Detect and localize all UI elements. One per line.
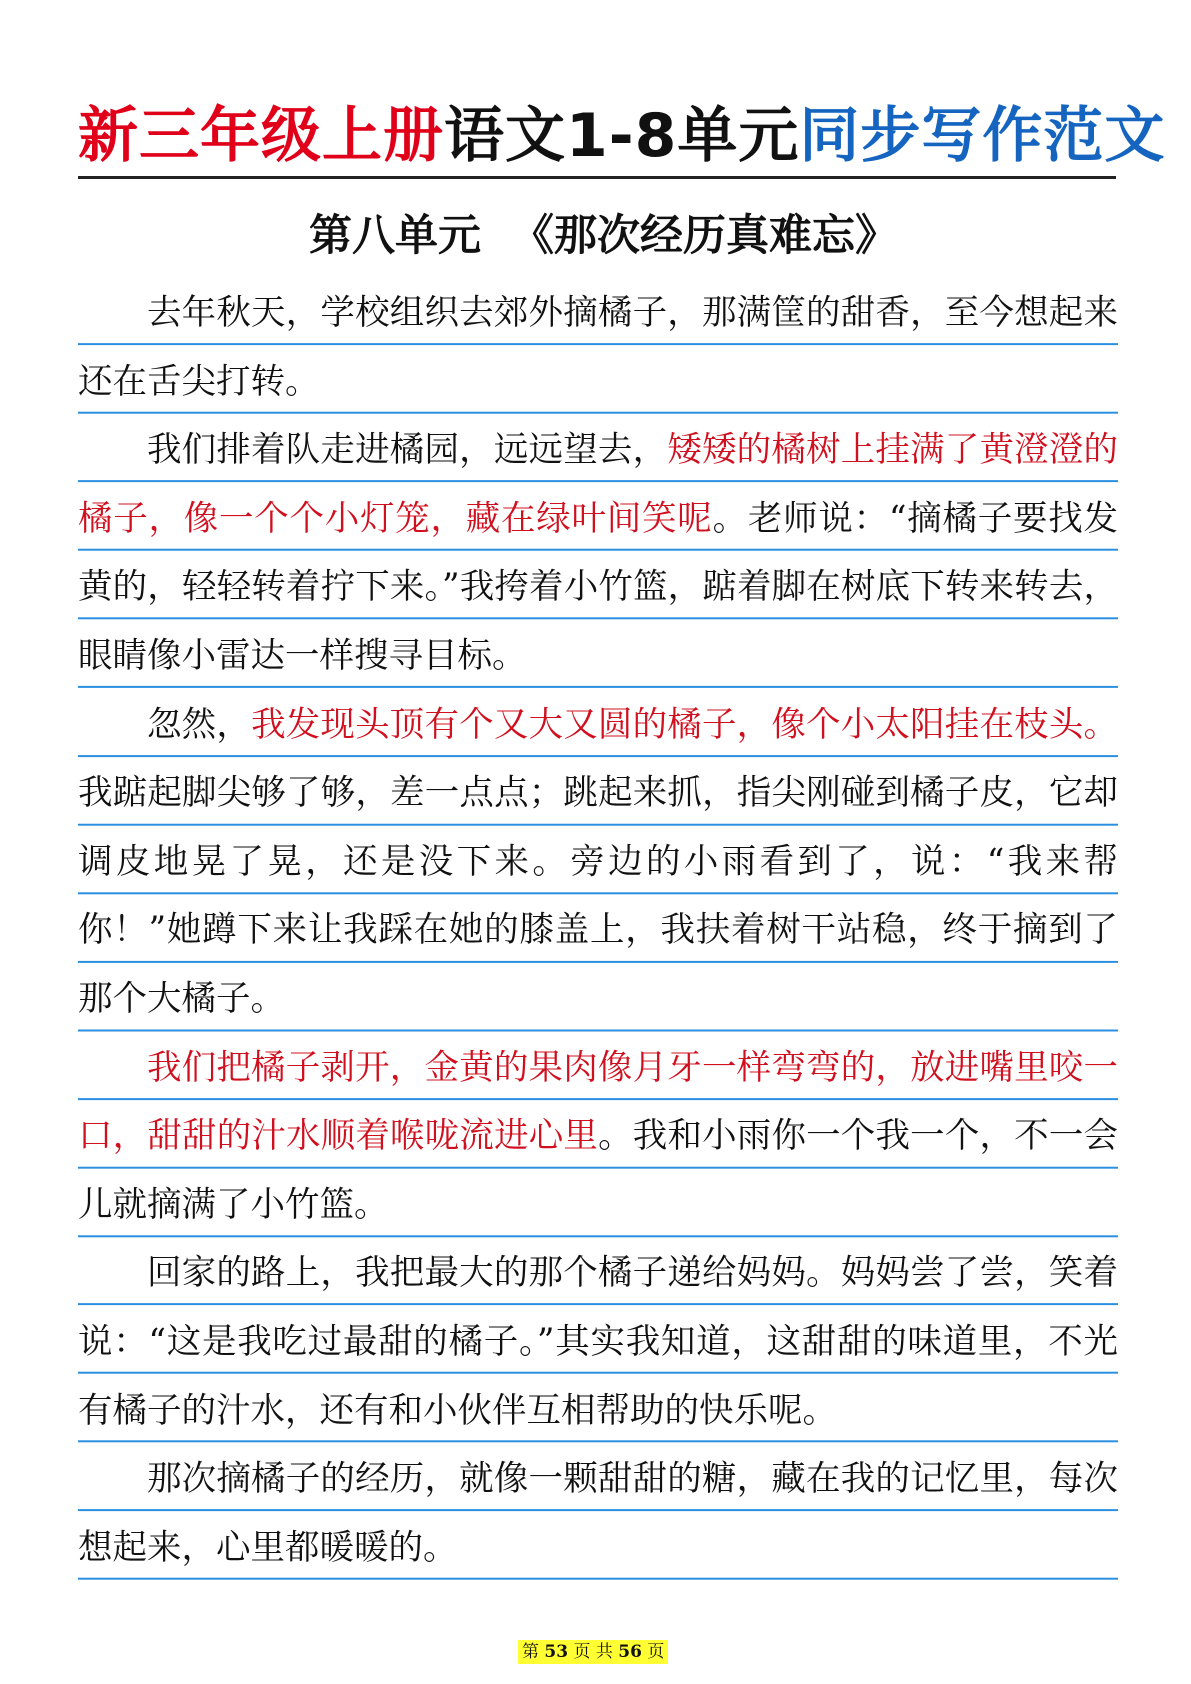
- essay-subtitle: 第八单元 《那次经历真难忘》: [309, 211, 898, 261]
- title-units: 语文1-8单元: [444, 101, 800, 171]
- paragraph: [78, 691, 1118, 1034]
- footer-prefix: 第: [522, 1642, 545, 1662]
- paragraph-text: 我踮起脚尖够了够，差一点点；跳起来抓，指尖刚碰到橘子皮，它却调皮地晃了晃，还是没下来。旁边的小雨看到了，说：“我来帮你！”她蹲下来让我踩在她的膝盖上，我扶着树干站稳，终于摘到了那个大橘子。: [78, 773, 1118, 1019]
- paragraph: [78, 1239, 1118, 1445]
- page-title: [78, 100, 1166, 172]
- title-underline: [78, 176, 1116, 179]
- paragraph-text: 忽然，: [147, 704, 252, 745]
- paragraph: [78, 1034, 1118, 1240]
- current-page-number: 53: [544, 1642, 569, 1662]
- paragraph: [78, 416, 1118, 690]
- page-number-footer: [518, 1640, 668, 1664]
- essay-body: [78, 279, 1118, 1582]
- paragraph: [78, 1445, 1118, 1582]
- paragraph-highlight: 我们把橘子剥开，金黄的果肉像月牙一样弯弯的，放进嘴里咬一口，甜甜的汁水顺着喉咙流进心里: [78, 1047, 1118, 1157]
- title-grade: 新三年级上册: [78, 101, 444, 171]
- paragraph-text: 。我和小雨你一个我一个，不一会儿就摘满了小竹篮。: [78, 1116, 1119, 1225]
- paragraph-text: 去年秋天，学校组织去郊外摘橘子，那满筐的甜香，至今想起来还在舌尖打转。: [78, 293, 1118, 402]
- footer-suffix: 页: [641, 1642, 665, 1662]
- paragraph-text: 那次摘橘子的经历，就像一颗甜甜的糖，藏在我的记忆里，每次想起来，心里都暖暖的。: [78, 1459, 1118, 1568]
- paragraph: [78, 279, 1118, 416]
- footer-middle: 页 共: [568, 1642, 619, 1662]
- paragraph-highlight: 我发现头顶有个又大又圆的橘子，像个小太阳挂在枝头。: [251, 704, 1119, 745]
- paragraph-text: 我们排着队走进橘园，远远望去，: [147, 430, 668, 471]
- paragraph-text: 。老师说：“摘橘子要找发黄的，轻轻转着拧下来。”我挎着小竹篮，踮着脚在树底下转来转去，眼睛像小雷达一样搜寻目标。: [78, 498, 1119, 676]
- paragraph-text: 回家的路上，我把最大的那个橘子递给妈妈。妈妈尝了尝，笑着说：“这是我吃过最甜的橘子。”其实我知道，这甜甜的味道里，不光有橘子的汁水，还有和小伙伴互相帮助的快乐呢。: [78, 1253, 1118, 1431]
- total-page-number: 56: [618, 1642, 642, 1662]
- paragraph-highlight: 矮矮的橘树上挂满了黄澄澄的橘子，像一个个小灯笼，藏在绿叶间笑呢: [78, 430, 1119, 539]
- title-topic: 同步写作范文: [799, 101, 1166, 171]
